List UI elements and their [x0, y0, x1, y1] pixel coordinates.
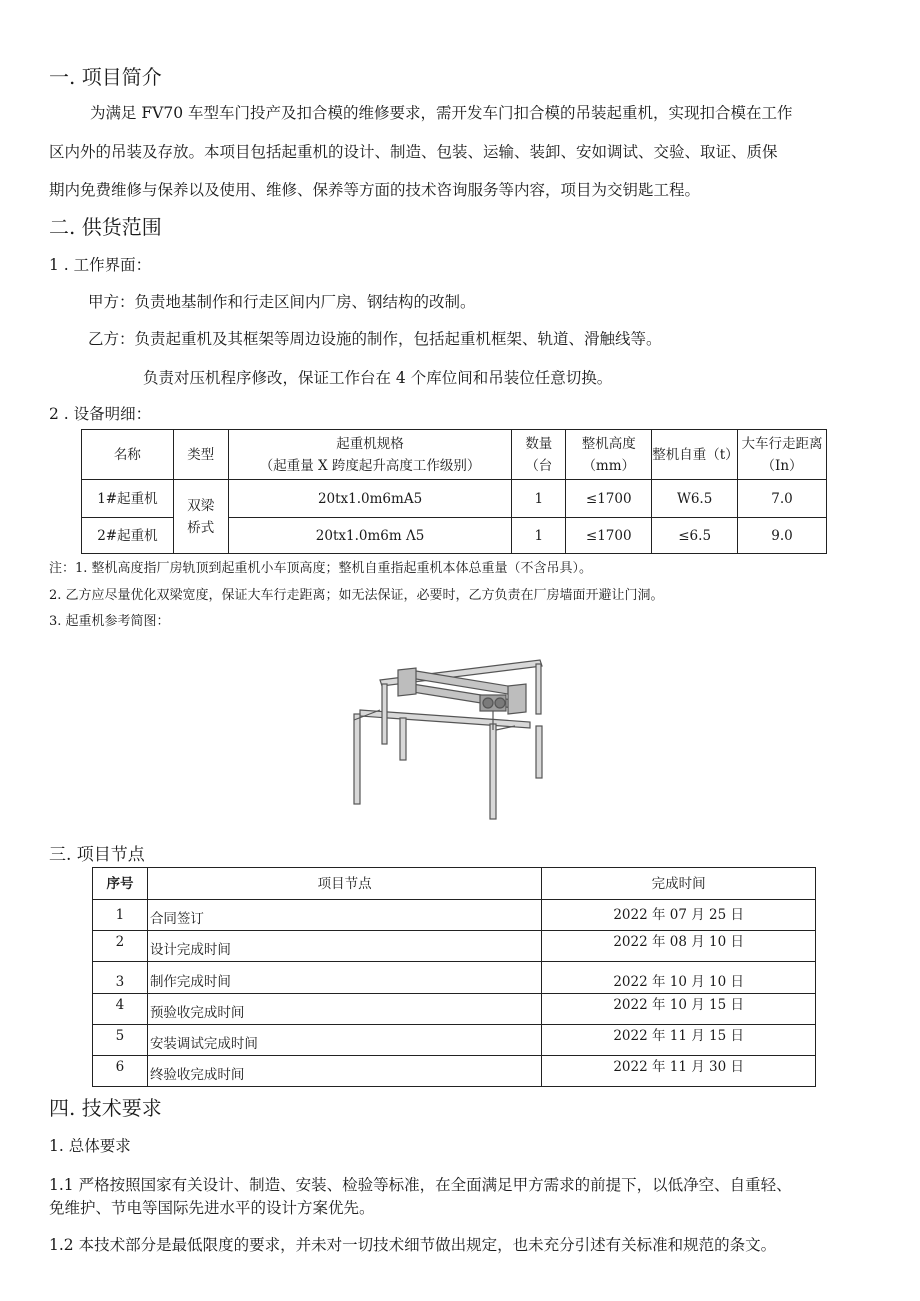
work-interface-heading: 1 . 工作界面： — [49, 256, 152, 274]
note-2: 2. 乙方应尽量优化双梁宽度，保证大车行走距离；如无法保证，必要时，乙方负责在厂房墙面开避让门洞。 — [49, 588, 664, 603]
section-1-para-line-3: 期内免费维修与保养以及使用、维修、保养等方面的技术咨询服务等内容，项目为交钥匙工程。 — [49, 181, 701, 199]
header-qty: 数量（台 — [512, 430, 566, 480]
row1-qty: 1 — [512, 480, 566, 518]
type-merged-cell: 双梁桥式 — [173, 480, 228, 554]
milestone-table — [92, 867, 816, 1087]
general-requirements-heading: 1. 总体要求 — [49, 1137, 131, 1155]
header-spec-line-1: 起重机规格 — [336, 435, 404, 452]
table-row — [93, 1056, 816, 1087]
section-1-para-line-2: 区内外的吊装及存放。本项目包括起重机的设计、制造、包装、运输、装卸、安如调试、交验、取证、质保 — [49, 143, 778, 161]
row1-name: 1#起重机 — [82, 480, 174, 518]
header-node: 项目节点 — [147, 868, 541, 900]
note-1: 注：1. 整机高度指厂房轨顶到起重机小车顶高度；整机自重指起重机本体总重量（不含吊具）。 — [49, 561, 593, 576]
milestone-date: 2022 年 10 月 10 日 — [542, 962, 816, 994]
milestone-date: 2022 年 08 月 10 日 — [542, 931, 816, 962]
equipment-spec-table — [81, 429, 827, 554]
equipment-detail-heading: 2 . 设备明细： — [49, 405, 152, 423]
milestone-no: 1 — [93, 900, 148, 931]
row2-weight: ≤6.5 — [652, 518, 738, 554]
party-b-text: 乙方：负责起重机及其框架等周边设施的制作，包括起重机框架、轨道、滑触线等。 — [88, 330, 662, 348]
milestone-no: 4 — [93, 994, 148, 1025]
milestone-no: 3 — [93, 962, 148, 994]
table-row — [93, 962, 816, 994]
party-a-text: 甲方：负责地基制作和行走区间内厂房、钢结构的改制。 — [88, 293, 476, 311]
party-b-text-2: 负责对压机程序修改，保证工作台在 4 个库位间和吊装位任意切换。 — [143, 369, 613, 387]
requirement-1-1-line-1: 1.1 严格按照国家有关设计、制造、安装、检验等标准，在全面满足甲方需求的前提下，以低净空、自重轻、 — [49, 1176, 792, 1194]
row2-height: ≤1700 — [566, 518, 652, 554]
milestone-date: 2022 年 11 月 30 日 — [542, 1056, 816, 1087]
milestone-node: 制作完成时间 — [147, 962, 541, 994]
milestone-no: 2 — [93, 931, 148, 962]
milestone-node: 预验收完成时间 — [147, 994, 541, 1025]
table-row — [82, 480, 827, 518]
crane-illustration — [340, 640, 580, 820]
header-spec-line-2: （起重量 X 跨度起升高度工作级别） — [259, 457, 481, 474]
requirement-1-2: 1.2 本技术部分是最低限度的要求，并未对一切技术细节做出规定，也未充分引述有关标准和规范的条文。 — [49, 1236, 777, 1254]
row2-spec: 20tx1.0m6m Λ5 — [228, 518, 512, 554]
section-3-title: 三. 项目节点 — [49, 845, 145, 865]
milestone-node: 设计完成时间 — [147, 931, 541, 962]
row2-travel: 9.0 — [738, 518, 827, 554]
header-name: 名称 — [82, 430, 174, 480]
row1-travel: 7.0 — [738, 480, 827, 518]
header-height: 整机高度（mm） — [566, 430, 652, 480]
note-3: 3. 起重机参考简图： — [49, 614, 170, 629]
milestone-node: 终验收完成时间 — [147, 1056, 541, 1087]
header-travel: 大车行走距离（In） — [738, 430, 827, 480]
milestone-node: 合同签订 — [147, 900, 541, 931]
header-weight: 整机自重（t） — [652, 430, 738, 480]
section-2-title: 二. 供货范围 — [49, 215, 162, 239]
milestone-no: 6 — [93, 1056, 148, 1087]
row1-weight: W6.5 — [652, 480, 738, 518]
section-4-title: 四. 技术要求 — [49, 1096, 162, 1120]
table-row — [93, 994, 816, 1025]
table-row — [93, 1025, 816, 1056]
header-spec — [228, 430, 512, 480]
table-header-row — [93, 868, 816, 900]
section-1-title: 一. 项目简介 — [49, 65, 162, 89]
header-date: 完成时间 — [542, 868, 816, 900]
table-row — [93, 900, 816, 931]
row2-qty: 1 — [512, 518, 566, 554]
row1-height: ≤1700 — [566, 480, 652, 518]
table-header-row — [82, 430, 827, 480]
row2-name: 2#起重机 — [82, 518, 174, 554]
milestone-node: 安装调试完成时间 — [147, 1025, 541, 1056]
milestone-date: 2022 年 10 月 15 日 — [542, 994, 816, 1025]
milestone-no: 5 — [93, 1025, 148, 1056]
header-no: 序号 — [93, 868, 148, 900]
milestone-date: 2022 年 07 月 25 日 — [542, 900, 816, 931]
section-1-para-line-1: 为满足 FV70 车型车门投产及扣合模的维修要求，需开发车门扣合模的吊装起重机，实现扣合模在工作 — [90, 104, 793, 122]
header-type: 类型 — [173, 430, 228, 480]
row1-spec: 20tx1.0m6mA5 — [228, 480, 512, 518]
table-row — [93, 931, 816, 962]
requirement-1-1-line-2: 免维护、节电等国际先进水平的设计方案优先。 — [49, 1199, 375, 1217]
milestone-date: 2022 年 11 月 15 日 — [542, 1025, 816, 1056]
